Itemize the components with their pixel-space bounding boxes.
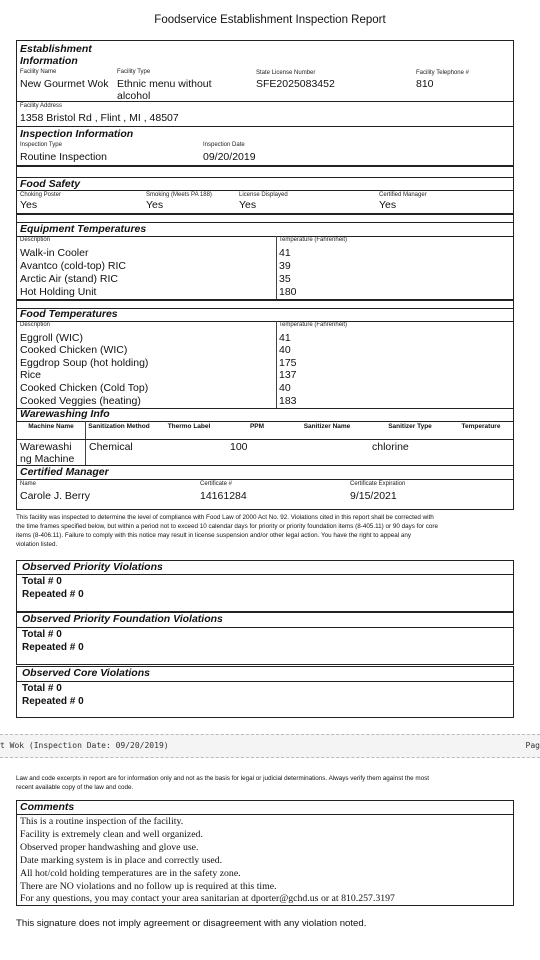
print-footer — [0, 734, 540, 758]
equipment-name: Arctic Air (stand) RIC — [20, 273, 119, 285]
equipment-temp: 41 — [279, 247, 291, 259]
comment-line: There are NO violations and no follow up is required at this time. — [20, 881, 277, 892]
ware-machine-name: Warewashi ng Machine — [20, 441, 75, 465]
violation-title: Observed Core Violations — [22, 667, 150, 679]
cert-name-label: Name — [20, 481, 37, 487]
violation-total: Total # 0 — [22, 576, 62, 587]
equipment-temp: 39 — [279, 260, 291, 272]
print-footer-left: t Wok (Inspection Date: 09/20/2019) — [0, 741, 169, 750]
food-item-temp: 137 — [279, 369, 297, 381]
food-temp-label: Temperature (Fahrenheit) — [279, 322, 348, 328]
food-item-temp: 40 — [279, 382, 291, 394]
law-disclaimer: Law and code excerpts in report are for information only and not as the basis for legal or judicial determinations. Always verify them against the most recent available copy of the law and code. — [16, 775, 430, 791]
facility-telephone: 810 — [416, 78, 434, 90]
food-temps-section-title: Food Temperatures — [20, 308, 118, 320]
violation-repeated: Repeated # 0 — [22, 696, 84, 707]
comment-line: Date marking system is in place and correctly used. — [20, 855, 223, 866]
facility-type: Ethnic menu without alcohol — [117, 78, 212, 102]
report-title: Foodservice Establishment Inspection Report — [154, 14, 386, 26]
ware-header-temperature: Temperature — [461, 423, 501, 430]
food-safety-section-title: Food Safety — [20, 178, 81, 190]
ware-sanitizer-type: chlorine — [372, 441, 409, 453]
ware-header-sanitizer-name: Sanitizer Name — [303, 423, 351, 430]
violation-title: Observed Priority Foundation Violations — [22, 613, 223, 625]
cert-expiration: 9/15/2021 — [350, 490, 397, 502]
certified-manager-label: Certified Manager — [379, 192, 427, 198]
inspection-type: Routine Inspection — [20, 151, 107, 163]
choking-poster-label: Choking Poster — [20, 192, 62, 198]
smoking-label: Smoking (Meets PA 188) — [146, 192, 212, 198]
violation-repeated: Repeated # 0 — [22, 589, 84, 600]
priority-violations-box — [16, 560, 514, 612]
cert-number: 14161284 — [200, 490, 247, 502]
cert-expiration-label: Certificate Expiration — [350, 481, 406, 487]
license-displayed-value: Yes — [239, 199, 257, 211]
license-number: SFE2025083452 — [256, 78, 335, 90]
comments-title: Comments — [20, 801, 75, 813]
ware-header-ppm: PPM — [249, 423, 265, 430]
warewashing-section-title: Warewashing Info — [20, 408, 110, 420]
ware-header-machine: Machine Name — [28, 423, 74, 430]
violation-title: Observed Priority Violations — [22, 561, 163, 573]
food-item-temp: 183 — [279, 395, 297, 407]
inspection-date-label: Inspection Date — [203, 142, 245, 148]
ware-header-thermo: Thermo Label — [167, 423, 211, 430]
equipment-name: Hot Holding Unit — [20, 286, 97, 298]
print-footer-right: Pag — [525, 741, 540, 750]
equipment-name: Avantco (cold-top) RIC — [20, 260, 127, 272]
certified-manager-value: Yes — [379, 199, 397, 211]
comment-line: Facility is extremely clean and well organized. — [20, 829, 203, 840]
food-item-name: Cooked Chicken (WIC) — [20, 344, 128, 356]
comment-line: All hot/cold holding temperatures are in the safety zone. — [20, 868, 241, 879]
facility-address-label: Facility Address — [20, 103, 63, 109]
food-item-name: Cooked Chicken (Cold Top) — [20, 382, 149, 394]
choking-poster-value: Yes — [20, 199, 38, 211]
equipment-temp: 35 — [279, 273, 291, 285]
establishment-section-title: Establishment Information — [20, 43, 92, 67]
core-violations-box — [16, 666, 514, 718]
cert-number-label: Certificate # — [200, 481, 233, 487]
violation-total: Total # 0 — [22, 629, 62, 640]
food-item-name: Eggroll (WIC) — [20, 332, 84, 344]
ware-header-method: Sanitization Method — [88, 423, 150, 430]
food-item-name: Rice — [20, 369, 42, 381]
compliance-notice: This facility was inspected to determine the level of compliance with Food Law of 2000 Act No. 92. Violations cited in this report shall be corrected with the time frames specified below, but within a period not to exceed 10 calendar days for priority or priority foundation items (8-405.11) or 90 days for core items (8-406.11). Failure to comply with this notice may result in license suspension and/or other legal action. You have the right to appeal any violation listed. — [16, 514, 438, 548]
inspection-section-title: Inspection Information — [20, 128, 134, 140]
priority-foundation-violations-box — [16, 612, 514, 665]
ware-sanitization-method: Chemical — [89, 441, 133, 453]
facility-telephone-label: Facility Telephone # — [416, 70, 469, 76]
signature-note: This signature does not imply agreement or disagreement with any violation noted. — [16, 918, 367, 929]
facility-name: New Gourmet Wok — [20, 78, 109, 90]
cert-manager-section-title: Certified Manager — [20, 466, 109, 478]
comment-line: For any questions, you may contact your area sanitarian at dporter@gchd.us or at 810.257.3197 — [20, 893, 395, 904]
food-item-name: Eggdrop Soup (hot holding) — [20, 357, 149, 369]
comment-line: This is a routine inspection of the facility. — [20, 816, 184, 827]
food-item-temp: 175 — [279, 357, 297, 369]
inspection-type-label: Inspection Type — [20, 142, 62, 148]
equipment-desc-label: Description — [20, 237, 51, 243]
license-number-label: State License Number — [256, 70, 316, 76]
facility-name-label: Facility Name — [20, 69, 57, 75]
food-item-temp: 40 — [279, 344, 291, 356]
food-item-temp: 41 — [279, 332, 291, 344]
main-form — [16, 40, 514, 510]
equipment-temp-label: Temperature (Fahrenheit) — [279, 237, 348, 243]
violation-repeated: Repeated # 0 — [22, 642, 84, 653]
ware-header-sanitizer-type: Sanitizer Type — [388, 423, 432, 430]
ware-ppm: 100 — [230, 441, 248, 453]
facility-address: 1358 Bristol Rd , Flint , MI , 48507 — [20, 112, 179, 124]
violation-total: Total # 0 — [22, 683, 62, 694]
food-desc-label: Description — [20, 322, 51, 328]
equipment-temp: 180 — [279, 286, 297, 298]
comment-line: Observed proper handwashing and glove use. — [20, 842, 199, 853]
food-item-name: Cooked Veggies (heating) — [20, 395, 141, 407]
inspection-date: 09/20/2019 — [203, 151, 256, 163]
facility-type-label: Facility Type — [117, 69, 151, 75]
equipment-section-title: Equipment Temperatures — [20, 223, 147, 235]
comments-box — [16, 800, 514, 906]
equipment-name: Walk-in Cooler — [20, 247, 89, 259]
smoking-value: Yes — [146, 199, 164, 211]
license-displayed-label: License Displayed — [239, 192, 288, 198]
cert-manager-name: Carole J. Berry — [20, 490, 91, 502]
